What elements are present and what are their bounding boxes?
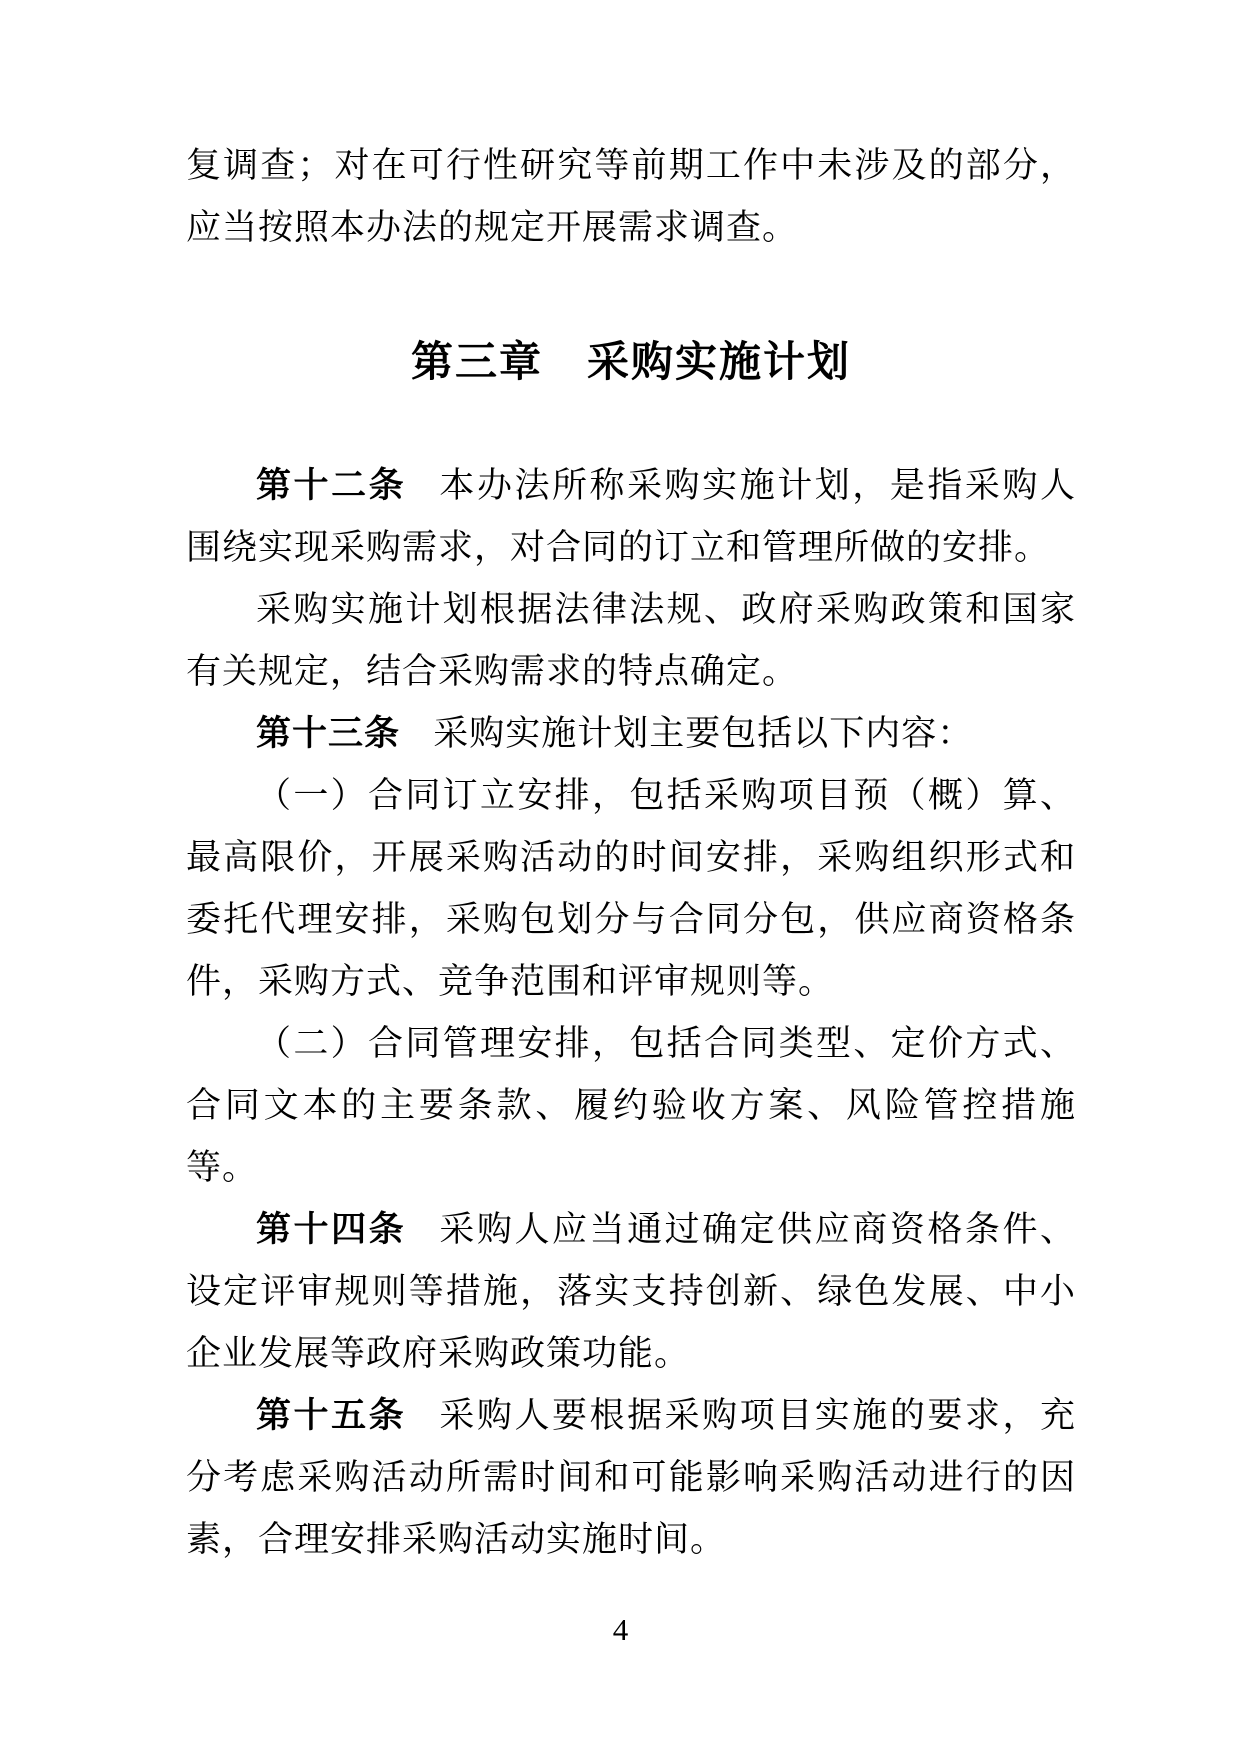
article-12-text: 本办法所称采购实施计划，是指采购人围绕实现采购需求，对合同的订立和管理所做的安排。	[186, 466, 1076, 567]
article-12-sub-text: 采购实施计划根据法律法规、政府采购政策和国家有关规定，结合采购需求的特点确定。	[186, 590, 1076, 691]
article-13-item-2-text: （二）合同管理安排，包括合同类型、定价方式、合同文本的主要条款、履约验收方案、风险管控措施等。	[186, 1024, 1076, 1187]
article-13-item-2-paragraph	[186, 1013, 1076, 1199]
article-12-paragraph	[186, 455, 1076, 579]
page-number: 4	[612, 1612, 629, 1647]
article-14-number: 第十四条	[256, 1210, 407, 1249]
article-14-paragraph	[186, 1199, 1076, 1385]
article-15-text: 采购人要根据采购项目实施的要求，充分考虑采购活动所需时间和可能影响采购活动进行的因素，合理安排采购活动实施时间。	[186, 1396, 1076, 1559]
article-15-paragraph	[186, 1385, 1076, 1571]
article-13-item-1-text: （一）合同订立安排，包括采购项目预（概）算、最高限价，开展采购活动的时间安排，采购组织形式和委托代理安排，采购包划分与合同分包，供应商资格条件，采购方式、竞争范围和评审规则等。	[186, 776, 1076, 1001]
continuation-paragraph: 复调查；对在可行性研究等前期工作中未涉及的部分，应当按照本办法的规定开展需求调查。	[186, 146, 1076, 247]
article-13-text: 采购实施计划主要包括以下内容：	[433, 714, 974, 753]
article-13-number: 第十三条	[256, 714, 401, 753]
article-12-number: 第十二条	[256, 466, 407, 505]
article-14-text: 采购人应当通过确定供应商资格条件、设定评审规则等措施，落实支持创新、绿色发展、中小企业发展等政府采购政策功能。	[186, 1210, 1076, 1373]
article-13-item-1-paragraph	[186, 765, 1076, 1013]
article-15-number: 第十五条	[256, 1396, 407, 1435]
chapter-heading: 第三章 采购实施计划	[410, 338, 851, 385]
article-12-sub-paragraph	[186, 579, 1076, 703]
article-13-paragraph	[186, 703, 1076, 765]
page-content	[186, 135, 1076, 1571]
